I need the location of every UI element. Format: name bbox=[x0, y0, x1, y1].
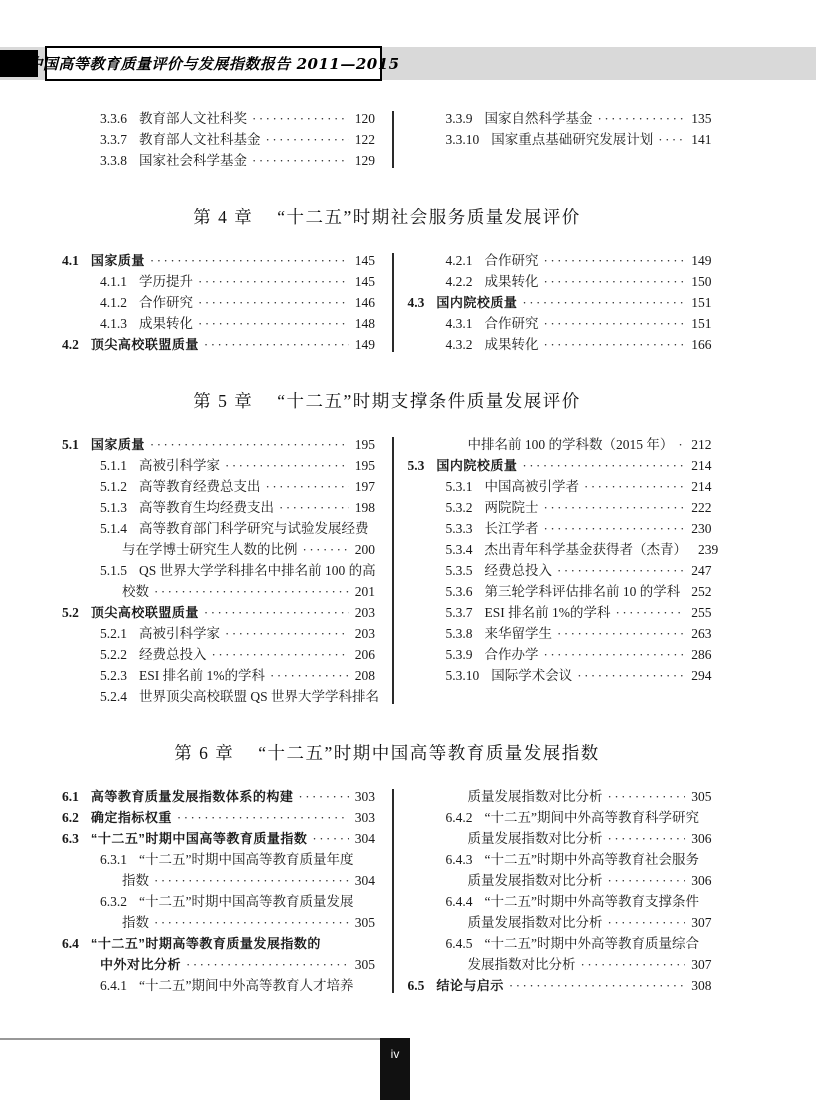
entry-title: 指数 bbox=[122, 873, 149, 888]
footer-rule bbox=[0, 1038, 380, 1040]
entry-number: 4.3 bbox=[407, 295, 425, 310]
entry-page-number: 306 bbox=[691, 873, 712, 888]
entry-title: 经费总投入 bbox=[484, 563, 552, 578]
toc-entry bbox=[408, 786, 712, 807]
dot-leader bbox=[616, 602, 686, 623]
dot-leader bbox=[658, 129, 685, 150]
entry-title: 国家质量 bbox=[90, 437, 145, 452]
entry-title: 国内院校质量 bbox=[436, 295, 518, 310]
entry-page-number: 308 bbox=[691, 978, 712, 993]
entry-page-number: 303 bbox=[354, 810, 375, 825]
toc-entry bbox=[408, 912, 712, 933]
entry-title: 确定指标权重 bbox=[90, 810, 172, 825]
dot-leader bbox=[270, 665, 349, 686]
entry-page-number: 307 bbox=[691, 957, 712, 972]
entry-page-number: 206 bbox=[354, 647, 375, 662]
toc-entry bbox=[62, 954, 375, 975]
toc-entry bbox=[62, 334, 375, 355]
entry-number: 4.1.3 bbox=[100, 316, 127, 331]
toc-entry bbox=[408, 849, 712, 870]
entry-title: 中国高被引学者 bbox=[484, 479, 579, 494]
entry-page-number: 303 bbox=[354, 789, 375, 804]
toc-entry bbox=[408, 518, 712, 539]
dot-leader bbox=[509, 975, 685, 996]
entry-number: 5.3.1 bbox=[445, 479, 473, 494]
dot-leader bbox=[186, 954, 349, 975]
toc-entry bbox=[62, 975, 375, 996]
dot-leader bbox=[252, 108, 349, 129]
entry-number: 5.3.5 bbox=[445, 563, 473, 578]
dot-leader bbox=[678, 434, 685, 455]
entry-title: 合作研究 bbox=[484, 253, 539, 268]
toc-entry bbox=[408, 497, 712, 518]
dot-leader bbox=[198, 313, 349, 334]
entry-page-number: 120 bbox=[354, 111, 375, 126]
entry-title: 高等教育部门科学研究与试验发展经费 bbox=[139, 521, 369, 536]
toc-entry bbox=[408, 581, 712, 602]
dot-leader bbox=[225, 455, 349, 476]
toc-entry bbox=[408, 455, 712, 476]
entry-title: ESI 排名前 1%的学科 bbox=[484, 605, 611, 620]
toc-entry bbox=[62, 560, 375, 581]
toc-entry bbox=[408, 828, 712, 849]
toc-entry bbox=[62, 912, 375, 933]
dot-leader bbox=[154, 870, 349, 891]
toc-block bbox=[62, 786, 712, 996]
toc-entry bbox=[408, 313, 712, 334]
entry-title: 杰出青年科学基金获得者（杰青） bbox=[484, 542, 687, 557]
dot-leader bbox=[544, 497, 686, 518]
entry-number: 4.1.1 bbox=[100, 274, 127, 289]
toc-entry bbox=[62, 849, 375, 870]
dot-leader bbox=[544, 313, 686, 334]
toc-entry bbox=[408, 271, 712, 292]
dot-leader bbox=[204, 602, 349, 623]
chapter-heading bbox=[62, 204, 712, 229]
entry-title: 教育部人文社科奖 bbox=[139, 111, 247, 126]
page-number-box bbox=[380, 1038, 410, 1100]
entry-title: “十二五”时期中国高等教育质量指数 bbox=[90, 831, 308, 846]
toc-entry bbox=[62, 581, 375, 602]
toc-entry bbox=[408, 933, 712, 954]
entry-number: 6.5 bbox=[407, 978, 425, 993]
dot-leader bbox=[154, 581, 349, 602]
entry-page-number: 305 bbox=[354, 915, 375, 930]
entry-title: 经费总投入 bbox=[139, 647, 207, 662]
report-title-box bbox=[27, 46, 400, 81]
toc-entry bbox=[62, 150, 375, 171]
entry-page-number: 222 bbox=[691, 500, 712, 515]
entry-page-number: 263 bbox=[691, 626, 712, 641]
toc-entry bbox=[62, 108, 375, 129]
toc-entry bbox=[62, 665, 375, 686]
dot-leader bbox=[279, 497, 349, 518]
dot-leader bbox=[598, 108, 686, 129]
entry-number: 5.3.3 bbox=[445, 521, 473, 536]
entry-title: 高等教育质量发展指数体系的构建 bbox=[90, 789, 294, 804]
toc-entry bbox=[408, 108, 712, 129]
toc-entry bbox=[62, 891, 375, 912]
toc-entry bbox=[408, 602, 712, 623]
entry-title: 成果转化 bbox=[484, 274, 539, 289]
entry-number: 5.1.4 bbox=[100, 521, 127, 536]
entry-page-number: 305 bbox=[354, 957, 375, 972]
entry-number: 5.3.8 bbox=[445, 626, 473, 641]
chapter-heading bbox=[62, 740, 712, 765]
dot-leader bbox=[608, 828, 686, 849]
entry-title: 来华留学生 bbox=[484, 626, 552, 641]
chapter-label: 第 6 章 bbox=[174, 743, 235, 763]
entry-number: 5.3.4 bbox=[445, 542, 473, 557]
entry-number: 5.3.6 bbox=[445, 584, 473, 599]
entry-number: 6.4 bbox=[62, 936, 79, 951]
toc-entry bbox=[62, 434, 375, 455]
entry-title: “十二五”期间中外高等教育人才培养 bbox=[139, 978, 354, 993]
dot-leader bbox=[303, 539, 349, 560]
entry-page-number: 149 bbox=[691, 253, 712, 268]
entry-page-number: 247 bbox=[691, 563, 712, 578]
toc-entry bbox=[62, 129, 375, 150]
dot-leader bbox=[225, 623, 349, 644]
entry-title: 国家重点基础研究发展计划 bbox=[491, 132, 654, 147]
entry-number: 5.3.9 bbox=[445, 647, 473, 662]
entry-title: 指数 bbox=[122, 915, 149, 930]
toc-entry bbox=[408, 250, 712, 271]
entry-page-number: 141 bbox=[691, 132, 712, 147]
toc-entry bbox=[408, 665, 712, 686]
toc-entry bbox=[408, 891, 712, 912]
dot-leader bbox=[312, 828, 348, 849]
dot-leader bbox=[608, 870, 686, 891]
entry-page-number: 129 bbox=[354, 153, 375, 168]
entry-number: 6.3 bbox=[62, 831, 79, 846]
dot-leader bbox=[266, 476, 349, 497]
entry-title: “十二五”时期中外高等教育质量综合 bbox=[484, 936, 699, 951]
chapter-heading bbox=[62, 388, 712, 413]
entry-page-number: 151 bbox=[691, 316, 712, 331]
entry-title: 合作研究 bbox=[139, 295, 193, 310]
entry-page-number: 306 bbox=[691, 831, 712, 846]
toc-block bbox=[62, 108, 712, 171]
entry-title: 成果转化 bbox=[139, 316, 193, 331]
entry-number: 6.3.2 bbox=[100, 894, 127, 909]
toc-entry bbox=[408, 476, 712, 497]
entry-number: 3.3.7 bbox=[100, 132, 127, 147]
toc-block bbox=[62, 250, 712, 355]
toc-entry bbox=[62, 313, 375, 334]
chapter-title: “十二五”时期社会服务质量发展评价 bbox=[277, 207, 581, 227]
entry-title: 两院院士 bbox=[484, 500, 539, 515]
entry-number: 3.3.9 bbox=[445, 111, 473, 126]
entry-number: 4.1.2 bbox=[100, 295, 127, 310]
entry-title: 校数 bbox=[122, 584, 149, 599]
entry-page-number: 195 bbox=[354, 437, 375, 452]
entry-page-number: 214 bbox=[691, 479, 712, 494]
dot-leader bbox=[557, 623, 685, 644]
entry-title: 顶尖高校联盟质量 bbox=[90, 337, 199, 352]
entry-number: 5.1.3 bbox=[100, 500, 127, 515]
dot-leader bbox=[584, 476, 685, 497]
toc-column-left bbox=[62, 786, 375, 996]
entry-title: 教育部人文社科基金 bbox=[139, 132, 261, 147]
entry-page-number: 135 bbox=[691, 111, 712, 126]
toc-entry bbox=[62, 933, 375, 954]
entry-number: 3.3.6 bbox=[100, 111, 127, 126]
toc-entry bbox=[62, 686, 380, 707]
entry-title: 质量发展指数对比分析 bbox=[467, 873, 603, 888]
column-divider bbox=[392, 437, 394, 704]
entry-number: 5.1.2 bbox=[100, 479, 127, 494]
dot-leader bbox=[212, 644, 349, 665]
entry-page-number: 307 bbox=[691, 915, 712, 930]
toc-entry bbox=[62, 644, 375, 665]
entry-title: 成果转化 bbox=[484, 337, 539, 352]
toc-entry bbox=[62, 476, 375, 497]
toc-entry bbox=[408, 129, 712, 150]
toc-entry bbox=[62, 786, 375, 807]
entry-number: 5.1.5 bbox=[100, 563, 127, 578]
dot-leader bbox=[198, 292, 349, 313]
chapter-label: 第 5 章 bbox=[193, 391, 254, 411]
dot-leader bbox=[252, 150, 349, 171]
entry-number: 5.1.1 bbox=[100, 458, 127, 473]
entry-number: 4.2.2 bbox=[445, 274, 473, 289]
toc-entry bbox=[408, 870, 712, 891]
entry-page-number: 214 bbox=[691, 458, 712, 473]
entry-number: 4.1 bbox=[62, 253, 79, 268]
entry-title: “十二五”时期中国高等教育质量发展 bbox=[139, 894, 354, 909]
entry-title: 发展指数对比分析 bbox=[467, 957, 576, 972]
toc-entry bbox=[62, 455, 375, 476]
entry-page-number: 203 bbox=[354, 605, 375, 620]
entry-page-number: 212 bbox=[691, 437, 712, 452]
entry-title: 高被引科学家 bbox=[139, 458, 220, 473]
entry-title: 质量发展指数对比分析 bbox=[467, 831, 603, 846]
entry-title: “十二五”期间中外高等教育科学研究 bbox=[484, 810, 699, 825]
entry-number: 6.4.3 bbox=[445, 852, 473, 867]
toc-entry bbox=[408, 539, 719, 560]
entry-number: 6.4.1 bbox=[100, 978, 127, 993]
entry-page-number: 145 bbox=[354, 274, 375, 289]
toc-entry bbox=[408, 954, 712, 975]
dot-leader bbox=[557, 560, 685, 581]
toc-column-right bbox=[408, 250, 712, 355]
entry-number: 5.3.7 bbox=[445, 605, 473, 620]
toc-column-left bbox=[62, 108, 375, 171]
chapter-label: 第 4 章 bbox=[193, 207, 254, 227]
toc-entry bbox=[62, 828, 375, 849]
entry-page-number: 304 bbox=[354, 831, 375, 846]
column-divider bbox=[392, 789, 394, 993]
entry-number: 5.2 bbox=[62, 605, 79, 620]
dot-leader bbox=[608, 912, 686, 933]
table-of-contents bbox=[62, 108, 719, 996]
entry-page-number: 294 bbox=[691, 668, 712, 683]
entry-number: 6.4.5 bbox=[445, 936, 473, 951]
entry-title: 国家质量 bbox=[90, 253, 145, 268]
entry-page-number: 145 bbox=[354, 253, 375, 268]
entry-title: 第三轮学科评估排名前 10 的学科 bbox=[484, 584, 681, 599]
entry-title: “十二五”时期中外高等教育支撑条件 bbox=[484, 894, 699, 909]
toc-entry bbox=[408, 434, 712, 455]
entry-number: 6.3.1 bbox=[100, 852, 127, 867]
toc-column-left bbox=[62, 250, 375, 355]
column-divider bbox=[392, 111, 394, 168]
entry-number: 4.3.1 bbox=[445, 316, 473, 331]
dot-leader bbox=[544, 518, 686, 539]
toc-entry bbox=[62, 807, 375, 828]
entry-page-number: 198 bbox=[354, 500, 375, 515]
dot-leader bbox=[544, 271, 686, 292]
dot-leader bbox=[266, 129, 349, 150]
entry-title: 国内院校质量 bbox=[436, 458, 518, 473]
toc-entry bbox=[408, 807, 712, 828]
entry-title: 高等教育经费总支出 bbox=[139, 479, 261, 494]
entry-title: 国家社会科学基金 bbox=[139, 153, 247, 168]
entry-number: 3.3.8 bbox=[100, 153, 127, 168]
dot-leader bbox=[150, 434, 349, 455]
dot-leader bbox=[544, 250, 686, 271]
entry-title: “十二五”时期中外高等教育社会服务 bbox=[484, 852, 699, 867]
dot-leader bbox=[150, 250, 349, 271]
entry-page-number: 122 bbox=[354, 132, 375, 147]
entry-title: 与在学博士研究生人数的比例 bbox=[122, 542, 298, 557]
dot-leader bbox=[198, 271, 349, 292]
entry-number: 4.3.2 bbox=[445, 337, 473, 352]
entry-number: 5.3 bbox=[407, 458, 425, 473]
toc-entry bbox=[62, 497, 375, 518]
entry-title: QS 世界大学学科排名中排名前 100 的高 bbox=[139, 563, 376, 578]
toc-block bbox=[62, 434, 719, 707]
entry-number: 5.2.1 bbox=[100, 626, 127, 641]
entry-title: 合作办学 bbox=[484, 647, 539, 662]
toc-entry bbox=[62, 271, 375, 292]
entry-number: 6.2 bbox=[62, 810, 79, 825]
entry-page-number: 201 bbox=[354, 584, 375, 599]
toc-entry bbox=[408, 644, 712, 665]
entry-number: 4.2 bbox=[62, 337, 79, 352]
dot-leader bbox=[544, 644, 686, 665]
entry-number: 6.4.4 bbox=[445, 894, 473, 909]
report-title: 中国高等教育质量评价与发展指数报告 2011—2015 bbox=[27, 55, 400, 73]
entry-number: 6.4.2 bbox=[445, 810, 473, 825]
entry-title: 中排名前 100 的学科数（2015 年） bbox=[467, 437, 674, 452]
entry-page-number: 148 bbox=[354, 316, 375, 331]
entry-title: 学历提升 bbox=[139, 274, 193, 289]
entry-page-number: 286 bbox=[691, 647, 712, 662]
dot-leader bbox=[544, 334, 686, 355]
entry-number: 5.3.10 bbox=[445, 668, 480, 683]
toc-column-right bbox=[407, 434, 719, 707]
toc-entry bbox=[62, 623, 375, 644]
dot-leader bbox=[177, 807, 349, 828]
entry-title: 高被引科学家 bbox=[139, 626, 220, 641]
entry-page-number: 239 bbox=[698, 542, 719, 557]
dot-leader bbox=[154, 912, 349, 933]
entry-title: 质量发展指数对比分析 bbox=[467, 915, 603, 930]
entry-title: 质量发展指数对比分析 bbox=[467, 789, 603, 804]
entry-page-number: 197 bbox=[354, 479, 375, 494]
header-strip bbox=[0, 47, 816, 80]
entry-page-number: 150 bbox=[691, 274, 712, 289]
toc-entry bbox=[62, 602, 375, 623]
dot-leader bbox=[577, 665, 685, 686]
toc-entry bbox=[62, 292, 375, 313]
entry-page-number: 149 bbox=[354, 337, 375, 352]
entry-page-number: 305 bbox=[691, 789, 712, 804]
entry-number: 4.2.1 bbox=[445, 253, 473, 268]
entry-page-number: 146 bbox=[354, 295, 375, 310]
entry-title: 中外对比分析 bbox=[100, 957, 182, 972]
entry-number: 5.1 bbox=[62, 437, 79, 452]
dot-leader bbox=[608, 786, 686, 807]
entry-page-number: 304 bbox=[354, 873, 375, 888]
entry-page-number: 195 bbox=[354, 458, 375, 473]
chapter-title: “十二五”时期中国高等教育质量发展指数 bbox=[258, 743, 600, 763]
page-number: iv bbox=[390, 1047, 400, 1061]
dot-leader bbox=[522, 292, 685, 313]
entry-page-number: 252 bbox=[691, 584, 712, 599]
entry-page-number: 208 bbox=[354, 668, 375, 683]
dot-leader bbox=[581, 954, 686, 975]
entry-title: 长江学者 bbox=[484, 521, 539, 536]
dot-leader bbox=[298, 786, 348, 807]
chapter-title: “十二五”时期支撑条件质量发展评价 bbox=[277, 391, 581, 411]
toc-column-left bbox=[62, 434, 380, 707]
entry-page-number: 151 bbox=[691, 295, 712, 310]
entry-title: 结论与启示 bbox=[436, 978, 504, 993]
entry-number: 5.2.4 bbox=[100, 689, 127, 704]
entry-page-number: 255 bbox=[691, 605, 712, 620]
entry-title: 国家自然科学基金 bbox=[484, 111, 593, 126]
entry-title: “十二五”时期高等教育质量发展指数的 bbox=[90, 936, 321, 951]
toc-entry bbox=[62, 518, 375, 539]
entry-number: 5.2.2 bbox=[100, 647, 127, 662]
entry-page-number: 166 bbox=[691, 337, 712, 352]
dot-leader bbox=[204, 334, 349, 355]
toc-entry bbox=[408, 292, 712, 313]
entry-page-number: 230 bbox=[691, 521, 712, 536]
column-divider bbox=[392, 253, 394, 352]
entry-number: 6.1 bbox=[62, 789, 79, 804]
entry-title: ESI 排名前 1%的学科 bbox=[139, 668, 265, 683]
entry-number: 5.2.3 bbox=[100, 668, 127, 683]
toc-entry bbox=[408, 334, 712, 355]
entry-title: 世界顶尖高校联盟 QS 世界大学学科排名 bbox=[139, 689, 380, 704]
entry-title: 国际学术会议 bbox=[491, 668, 573, 683]
toc-entry bbox=[408, 623, 712, 644]
entry-title: “十二五”时期中国高等教育质量年度 bbox=[139, 852, 354, 867]
toc-entry bbox=[62, 539, 375, 560]
entry-title: 顶尖高校联盟质量 bbox=[90, 605, 199, 620]
toc-entry bbox=[62, 870, 375, 891]
toc-entry bbox=[408, 975, 712, 996]
entry-number: 5.3.2 bbox=[445, 500, 473, 515]
entry-number: 3.3.10 bbox=[445, 132, 480, 147]
entry-page-number: 200 bbox=[354, 542, 375, 557]
toc-column-right bbox=[408, 108, 712, 171]
entry-title: 高等教育生均经费支出 bbox=[139, 500, 274, 515]
entry-page-number: 203 bbox=[354, 626, 375, 641]
entry-title: 合作研究 bbox=[484, 316, 539, 331]
toc-entry bbox=[408, 560, 712, 581]
toc-column-right bbox=[408, 786, 712, 996]
toc-entry bbox=[62, 250, 375, 271]
dot-leader bbox=[522, 455, 685, 476]
